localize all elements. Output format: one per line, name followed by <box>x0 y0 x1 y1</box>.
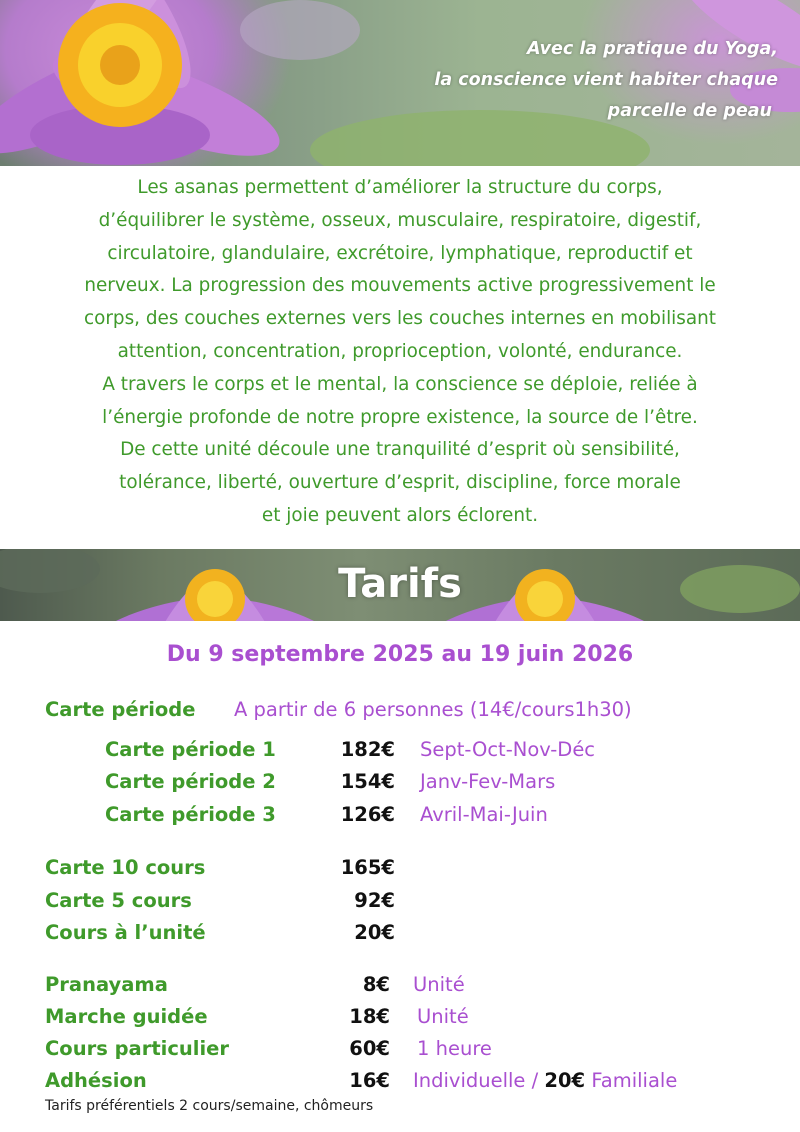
price-label: Carte 5 cours <box>45 889 192 912</box>
intro-line: A travers le corps et le mental, la conscience se déploie, reliée à <box>102 373 698 395</box>
tarifs-banner <box>0 549 800 621</box>
price-label: Carte 10 cours <box>45 856 206 879</box>
adhesion-family: Familiale <box>591 1069 678 1092</box>
adhesion-price: 16€ <box>349 1069 390 1092</box>
carte-periode-label: Carte période <box>45 698 196 721</box>
header-quote <box>298 34 778 127</box>
intro-line: circulatoire, glandulaire, excrétoire, lymphatique, reproductif et <box>107 242 693 264</box>
price-value: 126€ <box>340 803 395 826</box>
quote-line: parcelle de peau <box>607 101 772 121</box>
carte-periode-desc: A partir de 6 personnes (14€/cours1h30) <box>234 698 632 721</box>
price-label: Cours à l’unité <box>45 921 206 944</box>
intro-line: nerveux. La progression des mouvements active progressivement le <box>84 275 716 297</box>
intro-line: Les asanas permettent d’améliorer la structure du corps, <box>137 177 663 198</box>
adhesion-label: Adhésion <box>45 1069 147 1092</box>
price-value: 18€ <box>349 1005 390 1028</box>
quote-line: Avec la pratique du Yoga, <box>526 39 778 59</box>
price-months: Sept-Oct-Nov-Déc <box>420 738 596 761</box>
price-value: 154€ <box>340 770 395 793</box>
adhesion-family-price: 20€ <box>544 1069 586 1092</box>
adhesion-individual: Individuelle / <box>413 1069 539 1092</box>
price-months: Avril-Mai-Juin <box>420 803 548 826</box>
price-value: 60€ <box>349 1037 390 1060</box>
intro-line: tolérance, liberté, ouverture d’esprit, discipline, force morale <box>119 472 681 494</box>
header-banner <box>0 0 800 166</box>
tarifs-title: Tarifs <box>338 561 462 607</box>
price-value: 92€ <box>354 889 395 912</box>
price-label: Marche guidée <box>45 1005 208 1028</box>
intro-line: attention, concentration, proprioception, volonté, endurance. <box>117 340 683 362</box>
intro-line: corps, des couches externes vers les couches internes en mobilisant <box>83 308 717 330</box>
quote-line: la conscience vient habiter chaque <box>434 70 778 90</box>
price-label: Carte période 2 <box>105 770 276 793</box>
price-label: Pranayama <box>45 973 168 996</box>
period-dates: Du 9 septembre 2025 au 19 juin 2026 <box>166 642 634 667</box>
footnote: Tarifs préférentiels 2 cours/semaine, chômeurs <box>45 1098 374 1114</box>
adhesion-details <box>413 1067 677 1095</box>
intro-line: l’énergie profonde de notre propre existence, la source de l’être. <box>102 406 698 428</box>
price-value: 20€ <box>354 921 395 944</box>
intro-line: De cette unité découle une tranquilité d’esprit où sensibilité, <box>120 439 680 461</box>
price-value: 182€ <box>340 738 395 761</box>
price-months: Janv-Fev-Mars <box>420 770 556 793</box>
price-label: Carte période 3 <box>105 803 276 826</box>
intro-paragraph <box>0 172 800 533</box>
price-desc: 1 heure <box>417 1037 492 1060</box>
price-desc: Unité <box>417 1005 469 1028</box>
price-value: 165€ <box>340 856 395 879</box>
price-label: Cours particulier <box>45 1037 229 1060</box>
price-desc: Unité <box>413 973 465 996</box>
price-value: 8€ <box>362 973 390 996</box>
price-label: Carte période 1 <box>105 738 276 761</box>
intro-line: et joie peuvent alors éclorent. <box>261 504 539 526</box>
intro-line: d’équilibrer le système, osseux, musculaire, respiratoire, digestif, <box>98 209 702 231</box>
